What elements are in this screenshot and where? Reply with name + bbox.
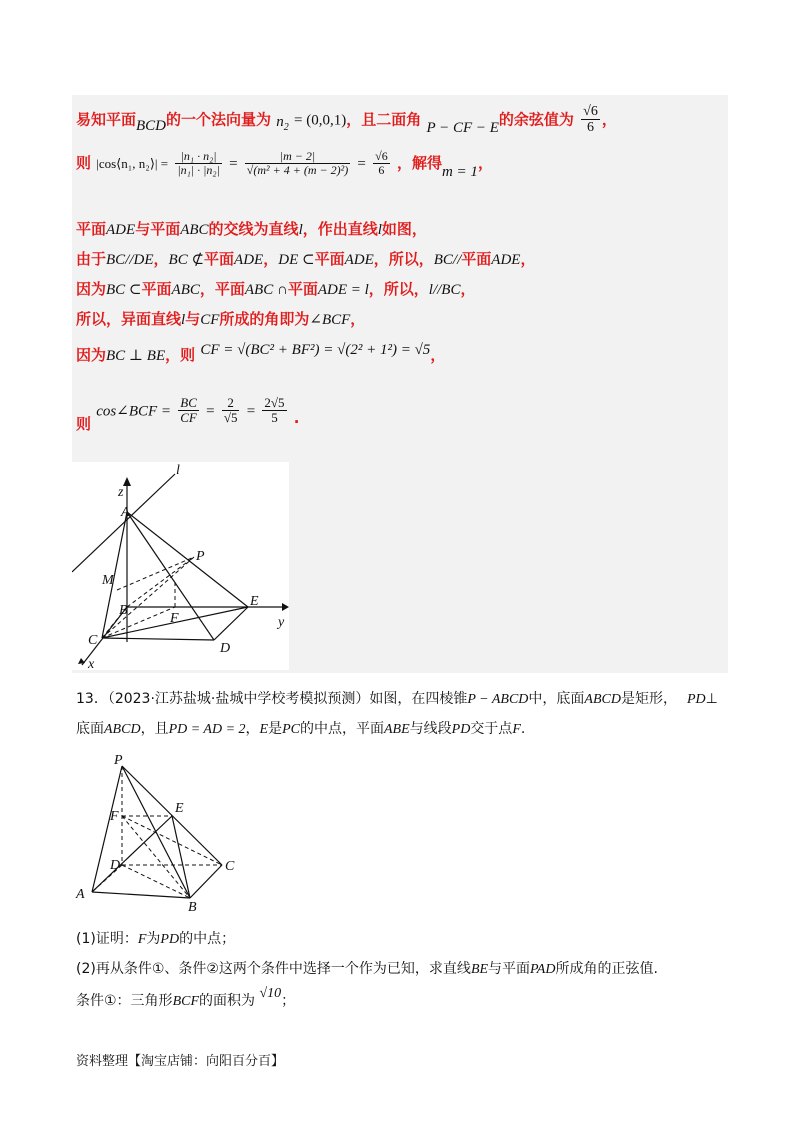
- label-C: C: [225, 859, 235, 874]
- edge-PA: [92, 766, 122, 892]
- label-D: D: [110, 858, 121, 873]
- label-F: F: [110, 809, 119, 824]
- solution-line-2: 则 |cos⟨n₁, n₂⟩| = $\frac{\text{|n₁ · n₂|}}{\text{|n₁| · |n₂|}}$ = $\frac{|m - 2|}{\text{√(m² + 4 + (m − 2)²)}}$ = $\frac{√6}{6}$ ，解得m = 1，: [76, 149, 493, 181]
- edge-CD: [102, 638, 214, 640]
- problem-line-1: 13．（2023·江苏盐城·盐城中学校考模拟预测）如图，在四棱锥P − ABCD中，底面ABCD是矩形， PD⊥: [76, 691, 718, 707]
- label-F: F: [170, 611, 179, 626]
- z-arrow: [123, 477, 131, 486]
- label-z: z: [118, 485, 124, 500]
- label-D: D: [220, 641, 231, 656]
- solution-line-5: 因为BC ⊂平面ABC，平面ABC ∩平面ADE = l，所以，l//BC，: [76, 280, 476, 298]
- y-arrow: [282, 603, 289, 611]
- edge-FC: [122, 816, 222, 865]
- label-P: P: [114, 753, 123, 768]
- edge-DB: [122, 865, 190, 898]
- edge-DE: [214, 607, 248, 640]
- label-M: M: [102, 573, 114, 588]
- edge-BC: [190, 865, 222, 898]
- solution-line-3: 平面ADE与平面ABC的交线为直线l，作出直线l如图，: [76, 220, 427, 238]
- label-B: B: [188, 900, 197, 912]
- condition-1: 条件①：三角形BCF的面积为 √10；: [76, 986, 296, 1009]
- label-C: C: [88, 633, 98, 648]
- label-y: y: [278, 615, 285, 630]
- label-E: E: [175, 801, 184, 816]
- footer-note: 资料整理【淘宝店铺：向阳百分百】: [76, 1054, 285, 1069]
- question-2: (2)再从条件①、条件②这两个条件中选择一个作为已知，求直线BE与平面PAD所成角的正弦值.: [76, 961, 658, 977]
- solution-line-6: 所以，异面直线l与CF所成的角即为∠BCF，: [76, 310, 366, 328]
- solution-line-4: 由于BC//DE，BC ⊄平面ADE，DE ⊂平面ADE，所以，BC//平面ADE，: [76, 250, 536, 268]
- solution-line-1: 易知平面BCD的一个法向量为 $n_2 = (0,0,1)$，且二面角 P − CF − E的余弦值为 $\frac{√6}{6}$ ，: [76, 104, 617, 137]
- label-A: A: [121, 505, 130, 520]
- label-E: E: [250, 594, 259, 609]
- figure-2-pyramid: [72, 752, 252, 912]
- problem-line-2: 底面ABCD，且PD = AD = 2，E是PC的中点，平面ABE与线段PD交于点F.: [76, 721, 526, 737]
- label-B: B: [119, 603, 128, 618]
- figure-1-geometry: [72, 462, 289, 670]
- solution-line-7: 因为BC ⊥ BE，则 CF = √(BC² + BF²) = √(2² + 1²) = √5，: [76, 342, 446, 364]
- edge-CF: [102, 607, 175, 638]
- label-x: x: [88, 657, 95, 670]
- label-A: A: [76, 887, 85, 902]
- line-l: [72, 474, 175, 572]
- edge-FB: [122, 816, 190, 898]
- solution-line-8: 则 cos∠BCF = $\frac{BC}{CF}$ = $\frac{2}{√5}$ = $\frac{2√5}{5}$ .: [76, 395, 300, 434]
- figure-1-svg: [72, 462, 289, 670]
- question-1: (1)证明：F为PD的中点；: [76, 931, 236, 947]
- edge-BP: [127, 557, 194, 607]
- label-l: l: [176, 463, 180, 478]
- x-arrow: [78, 658, 85, 664]
- edge-AB: [92, 892, 190, 898]
- label-P: P: [196, 549, 205, 564]
- edge-MP: [117, 557, 194, 590]
- edge-EB: [172, 816, 190, 898]
- figure-2-svg: [72, 752, 252, 912]
- edge-AE: [127, 512, 248, 607]
